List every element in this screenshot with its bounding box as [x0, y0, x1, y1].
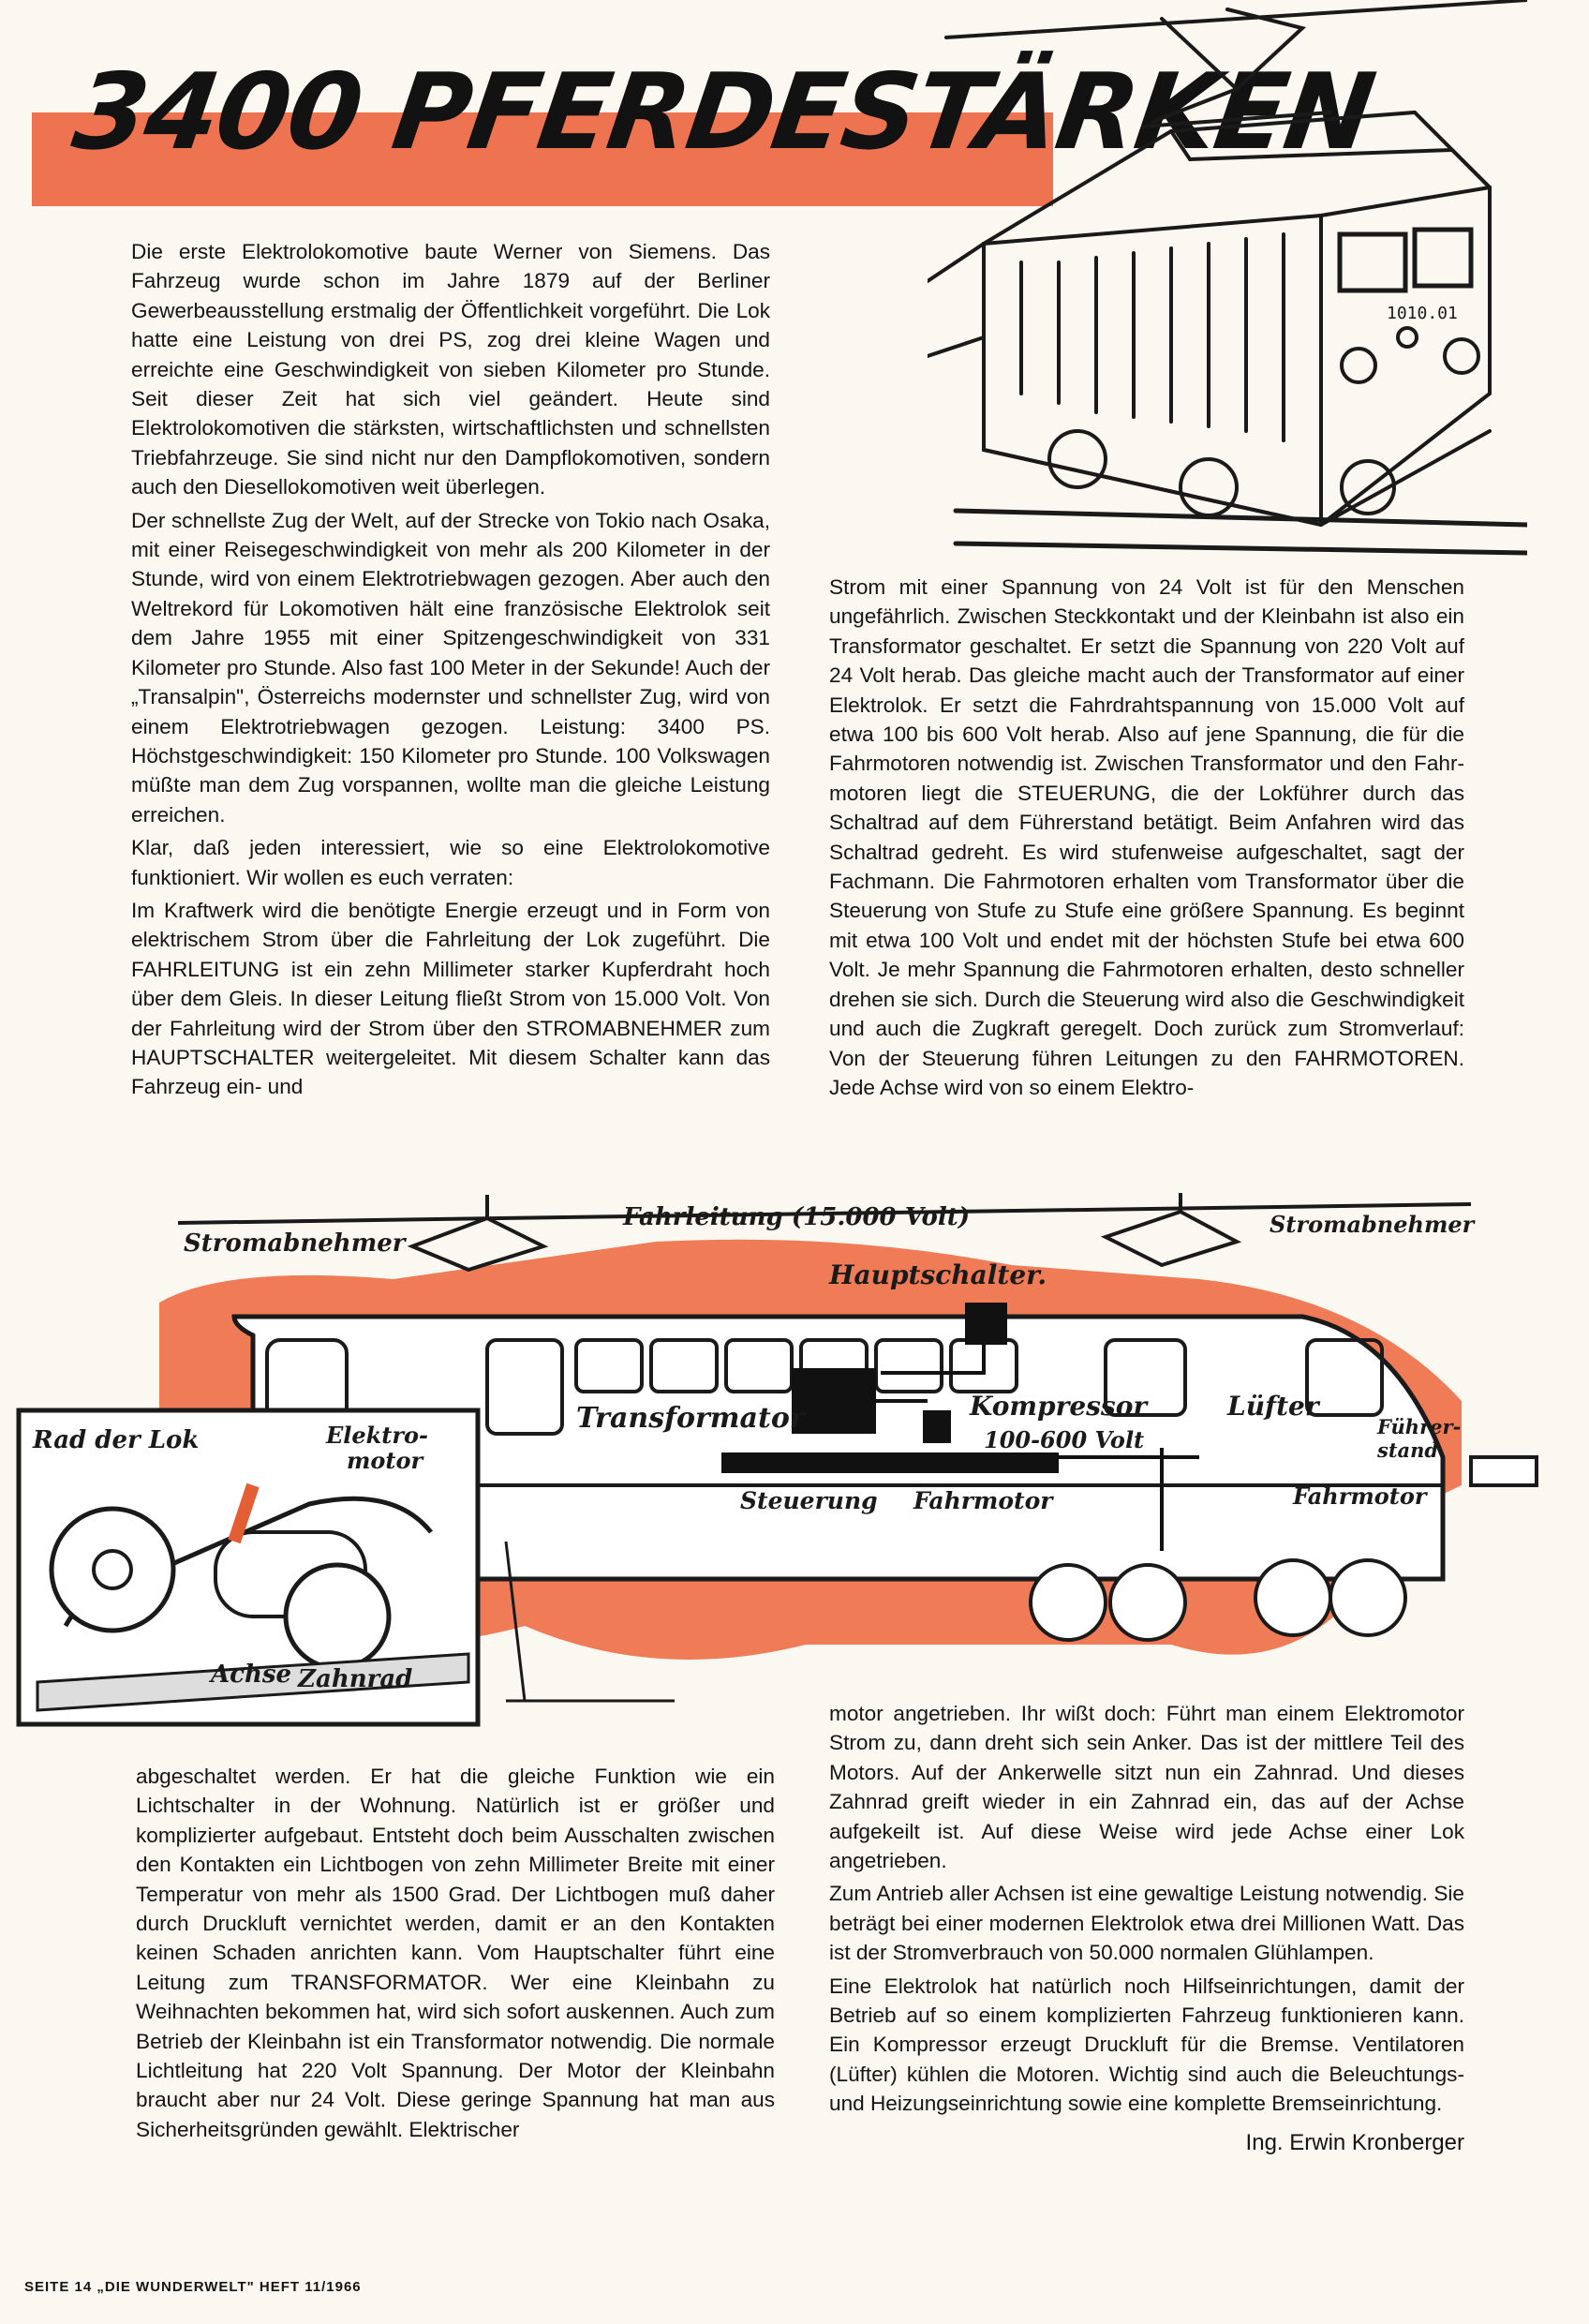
paragraph: abgeschaltet werden. Er hat die gleiche Funktion wie ein Lichtschalter in der Wohnung. Natürlich ist er größer und komplizierter aufgebaut. Entsteht doch beim Ausschalten zwischen den Kontakten ein Lichtbogen von zehn Millimeter Breite mit einer Temperatur von mehr als 1500 Grad. Der Lichtbogen muß daher durch Druckluft vernichtet werden, damit er an den Kontakten keinen Schaden anrichten kann. Vom Hauptschalter führt eine Leitung zum TRANSFORMATOR. Wer eine Kleinbahn zu Weihnachten bekommen hat, wird sich sofort auskennen. Auch zum Betrieb der Kleinbahn ist ein Transformator notwendig. Die normale Lichtleitung hat 220 Volt Spannung. Der Motor der Kleinbahn braucht aber nur 24 Volt. Diese geringe Spannung hat man aus Sicherheitsgründen gewählt. Elektrischer [136, 1765, 775, 2141]
label-voltage: 100-600 Volt [984, 1426, 1145, 1453]
label-hauptschalter: Hauptschalter. [829, 1259, 1047, 1290]
label-fuehrerstand: Führer- [1377, 1415, 1462, 1438]
label-stromabnehmer-left: Stromabnehmer [184, 1229, 406, 1258]
text-column-3 [136, 1762, 775, 2148]
label-steuerung: Steuerung [740, 1487, 878, 1514]
label-fahrleitung: Fahrleitung (15.000 Volt) [623, 1203, 971, 1231]
paragraph: Eine Elektrolok hat natürlich noch Hilfseinrichtungen, damit der Betrieb auf so einem komplizierten Fahrzeug funktionieren kann. Ein Kompressor erzeugt Druckluft für die Bremse. Ventilatoren (Lüfter) kühlen die Motoren. Wichtig sind auch die Beleuchtungs- und Heizungseinrichtung sowie eine komplette Bremseinrichtung. [829, 1974, 1464, 2116]
inset-label-achse: Achse [211, 1661, 292, 1689]
page-footer: SEITE 14 „DIE WUNDERWELT" HEFT 11/1966 [24, 2279, 362, 2295]
label-stromabnehmer-right: Stromabnehmer [1270, 1211, 1475, 1238]
text-column-4 [829, 1699, 1464, 2157]
label-fahrmotor-2: Fahrmotor [1293, 1482, 1427, 1510]
paragraph: Der schnellste Zug der Welt, auf der Strecke von Tokio nach Osaka, mit einer Reisegeschwindigkeit von mehr als 200 Kilometer in der Stunde, wird von einem Elektrotriebwagen gezogen. Aber auch den Weltrekord für Lokomotiven hält eine französische Elektrolok seit dem Jahre 1955 mit einer Spitzengeschwindigkeit von 331 Kilometer pro Stunde. Also fast 100 Meter in der Sekunde! Auch der „Transalpin", Österreichs modernster und schnellster Zug, wird von einem Elektrotriebwagen gezogen. Leistung: 3400 PS. Höchstgeschwindigkeit: 150 Kilometer pro Stunde. 100 Volkswagen müßte man dem Zug vorspannen, wollte man die gleiche Leistung erreichen. [131, 508, 770, 827]
author-byline: Ing. Erwin Kronberger [1245, 2129, 1464, 2155]
inset-label-elektromotor-2: motor [347, 1447, 423, 1474]
paragraph: Im Kraftwerk wird die benötigte Energie erzeugt und in Form von elektrischem Strom über die Fahrleitung der Lok zugeführt. Die FAHRLEITUNG ist ein zehn Millimeter starker Kupferdraht hoch über dem Gleis. In dieser Leitung fließt Strom von 15.000 Volt. Von der Fahrleitung wird der Strom über den STROMABNEHMER zum HAUPTSCHALTER weitergeleitet. Mit diesem Schalter kann das Fahrzeug ein- und [131, 898, 770, 1099]
label-fuehrerstand-2: stand [1377, 1438, 1439, 1462]
locomotive-illustration [928, 0, 1527, 562]
locomotive-number: 1010.01 [1387, 304, 1458, 323]
label-fahrmotor-1: Fahrmotor [913, 1487, 1053, 1514]
label-transformator: Transformator [576, 1402, 805, 1435]
inset-label-rad: Rad der Lok [33, 1426, 200, 1454]
paragraph: Strom mit einer Spannung von 24 Volt ist für den Menschen ungefährlich. Zwischen Steckkontakt und der Kleinbahn ist also ein Transformator geschaltet. Er setzt die Spannung von 220 Volt auf 24 Volt herab. Das gleiche macht auch der Transformator auf einer Elektrolok. Er setzt die Fahrdrahtspannung von 15.000 Volt auf etwa 100 bis 600 Volt herab. Also auf jene Spannung, die für die Fahrmotoren notwendig ist. Zwischen Transformator und den Fahrmotoren liegt die STEUERUNG, die der Lokführer durch das Schaltrad auf dem Führerstand betätigt. Beim Anfahren wird das Schaltrad gedreht. Es wird stufenweise aufgeschaltet, sagt der Fachmann. Die Fahrmotoren erhalten vom Transformator über die Steuerung von Stufe zu Stufe eine größere Spannung. Es beginnt mit etwa 100 Volt und endet mit der höchsten Stufe bei etwa 600 Volt. Je mehr Spannung die Fahrmotoren erhalten, desto schneller drehen sie sich. Durch die Steuerung wird also die Geschwindigkeit und auch die Zugkraft geregelt. Doch zurück zum Stromverlauf: Von der Steuerung führen Leitungen zu den FAHRMOTOREN. Jede Achse wird von so einem Elektro- [829, 575, 1464, 1099]
paragraph: motor angetrieben. Ihr wißt doch: Führt man einem Elektromotor Strom zu, dann dreht sich sein Anker. Das ist der mittlere Teil des Motors. Auf der Ankerwelle sitzt nun ein Zahnrad. Und dieses Zahnrad greift wieder in ein Zahnrad ein, das auf der Achse aufgekeilt ist. Auf diese Weise wird jede Achse einer Lok angetrieben. [829, 1702, 1464, 1873]
label-luefter: Lüfter [1227, 1391, 1319, 1422]
inset-label-zahnrad: Zahnrad [298, 1665, 413, 1693]
label-kompressor: Kompressor [970, 1391, 1148, 1422]
paragraph: Klar, daß jeden interessiert, wie so eine Elektrolokomotive funktioniert. Wir wollen es euch verraten: [131, 836, 770, 889]
paragraph: Zum Antrieb aller Achsen ist eine gewaltige Leistung notwendig. Sie beträgt bei einer modernen Elektrolok etwa drei Millionen Watt. Das ist der Stromverbrauch von 50.000 normalen Glühlampen. [829, 1882, 1464, 1965]
text-column-1 [131, 237, 770, 1106]
text-column-2 [829, 573, 1464, 1106]
paragraph: Die erste Elektrolokomotive baute Werner von Siemens. Das Fahrzeug wurde schon im Jahre 1879 auf der Berliner Gewerbeausstellung erstmalig der Öffentlichkeit vorgeführt. Die Lok hatte eine Leistung von drei PS, zog drei kleine Wagen und erreichte eine Geschwindigkeit von sieben Kilometer pro Stunde. Seit dieser Zeit hat sich viel geändert. Heute sind Elektrolokomotiven die stärksten, wirtschaftlichsten und schnellsten Triebfahrzeuge. Sie sind nicht nur den Dampflokomotiven, sondern auch den Diesellokomotiven weit überlegen. [131, 240, 770, 499]
page-title: 3400 PFERDESTÄRKEN [66, 52, 1380, 173]
locomotive-diagram [0, 1176, 1589, 1738]
inset-label-elektromotor: Elektro- [326, 1422, 429, 1449]
inset-wheel-detail [19, 1410, 478, 1724]
